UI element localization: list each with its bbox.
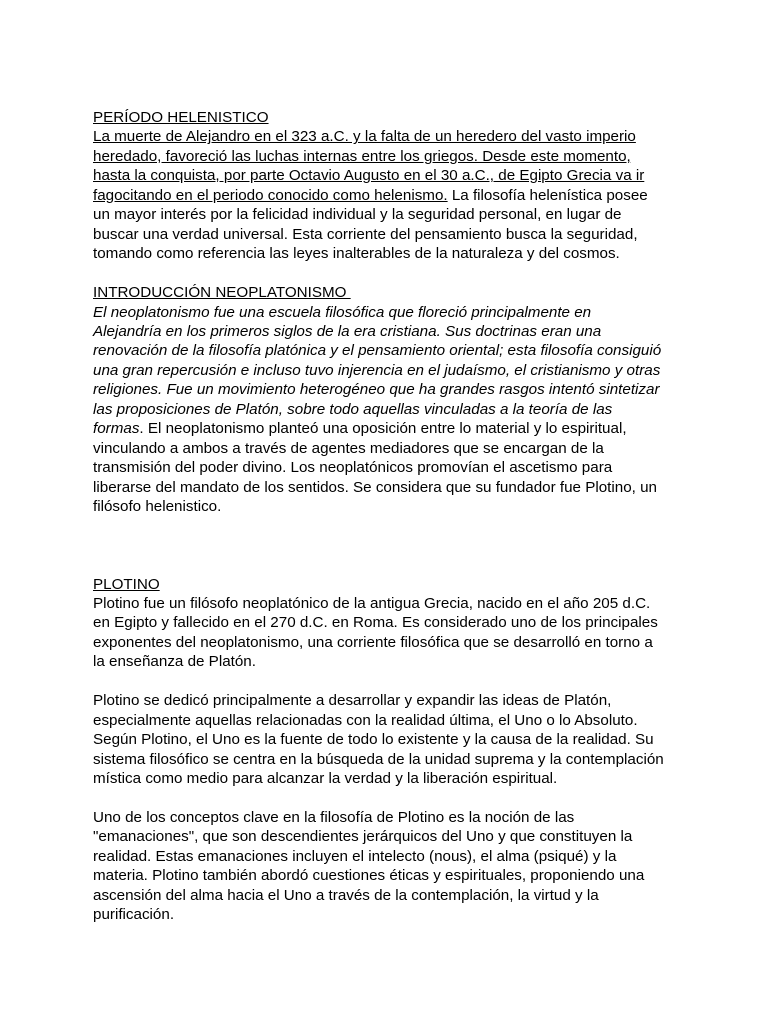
text-line: Plotino fue un filósofo neoplatónico de la antigua Grecia, nacido en el año 205 d.C. <box>93 594 651 612</box>
heading-periodo-helenistico: PERÍODO HELENISTICO <box>93 109 269 126</box>
text-line: un mayor interés por la felicidad individual y la seguridad personal, en lugar de <box>93 206 622 224</box>
text-line: sistema filosófico se centra en la búsqueda de la unidad suprema y la contemplación <box>93 750 664 768</box>
text-line: filósofo helenistico. <box>93 498 222 516</box>
underlined-line: fagocitando en el periodo conocido como helenismo. <box>93 186 448 204</box>
spacer <box>93 517 683 575</box>
underlined-line: La muerte de Alejandro en el 323 a.C. y la falta de un heredero del vasto imperio <box>93 128 636 146</box>
underlined-line: heredado, favoreció las luchas internas entre los griegos. Desde este momento, <box>93 147 631 165</box>
italic-line: las proposiciones de Platón, sobre todo aquellas vinculadas a la teoría de las <box>93 400 613 418</box>
text-line: Según Plotino, el Uno es la fuente de todo lo existente y la causa de la realidad. Su <box>93 731 654 749</box>
document-page <box>93 108 683 925</box>
spacer <box>93 672 683 691</box>
text-line: realidad. Estas emanaciones incluyen el intelecto (nous), el alma (psiqué) y la <box>93 847 617 865</box>
spacer <box>93 788 683 807</box>
text-line: transmisión del poder divino. Los neoplatónicos promovían el ascetismo para <box>93 459 613 477</box>
italic-line: formas <box>93 420 140 438</box>
text-line: especialmente aquellas relacionadas con la realidad última, el Uno o lo Absoluto. <box>93 711 638 729</box>
paragraph-plotino-1 <box>93 594 683 672</box>
paragraph-helenismo <box>93 127 683 263</box>
text-line: buscar una verdad universal. Esta corriente del pensamiento busca la seguridad, <box>93 225 638 243</box>
text-line: Plotino se dedicó principalmente a desarrollar y expandir las ideas de Platón, <box>93 692 612 710</box>
italic-line: religiones. Fue un movimiento heterogéneo que ha grandes rasgos intentó sintetizar <box>93 381 660 399</box>
text-line: . El neoplatonismo planteó una oposición entre lo material y lo espiritual, <box>139 420 627 438</box>
italic-line: una gran repercusión e incluso tuvo injerencia en el judaísmo, el cristianismo y otras <box>93 361 661 379</box>
text-line: mística como medio para alcanzar la verdad y la liberación espiritual. <box>93 770 558 788</box>
text-line: la enseñanza de Platón. <box>93 653 256 671</box>
text-line: "emanaciones", que son descendientes jerárquicos del Uno y que constituyen la <box>93 828 633 846</box>
text-line: tomando como referencia las leyes inalterables de la naturaleza y del cosmos. <box>93 245 620 263</box>
heading-plotino: PLOTINO <box>93 575 160 593</box>
text-line: vinculando a ambos a través de agentes mediadores que se encargan de la <box>93 439 604 457</box>
text-line: liberarse del mandato de los sentidos. Se considera que su fundador fue Plotino, un <box>93 478 657 496</box>
text-line: en Egipto y fallecido en el 270 d.C. en Roma. Es considerado uno de los principales <box>93 614 658 632</box>
text-line: ascensión del alma hacia el Uno a través de la contemplación, la virtud y la <box>93 886 599 904</box>
italic-line: renovación de la filosofía platónica y el pensamiento oriental; esta filosofía consiguió <box>93 342 662 360</box>
text-line: materia. Plotino también abordó cuestiones éticas y espirituales, proponiendo una <box>93 867 645 885</box>
text-line: Uno de los conceptos clave en la filosofía de Plotino es la noción de las <box>93 808 575 826</box>
spacer <box>93 264 683 283</box>
heading-introduccion-neoplatonismo: INTRODUCCIÓN NEOPLATONISMO <box>93 284 351 302</box>
text-line: exponentes del neoplatonismo, una corriente filosófica que se desarrolló en torno a <box>93 633 653 651</box>
paragraph-neoplatonismo <box>93 303 683 517</box>
text-line: La filosofía helenística posee <box>447 186 648 204</box>
italic-line: Alejandría en los primeros siglos de la era cristiana. Sus doctrinas eran una <box>93 322 602 340</box>
italic-line: El neoplatonismo fue una escuela filosófica que floreció principalmente en <box>93 303 592 321</box>
underlined-line: hasta la conquista, por parte Octavio Augusto en el 30 a.C., de Egipto Grecia va ir <box>93 167 645 185</box>
paragraph-plotino-2 <box>93 691 683 788</box>
text-line: purificación. <box>93 906 175 924</box>
paragraph-plotino-3 <box>93 808 683 925</box>
